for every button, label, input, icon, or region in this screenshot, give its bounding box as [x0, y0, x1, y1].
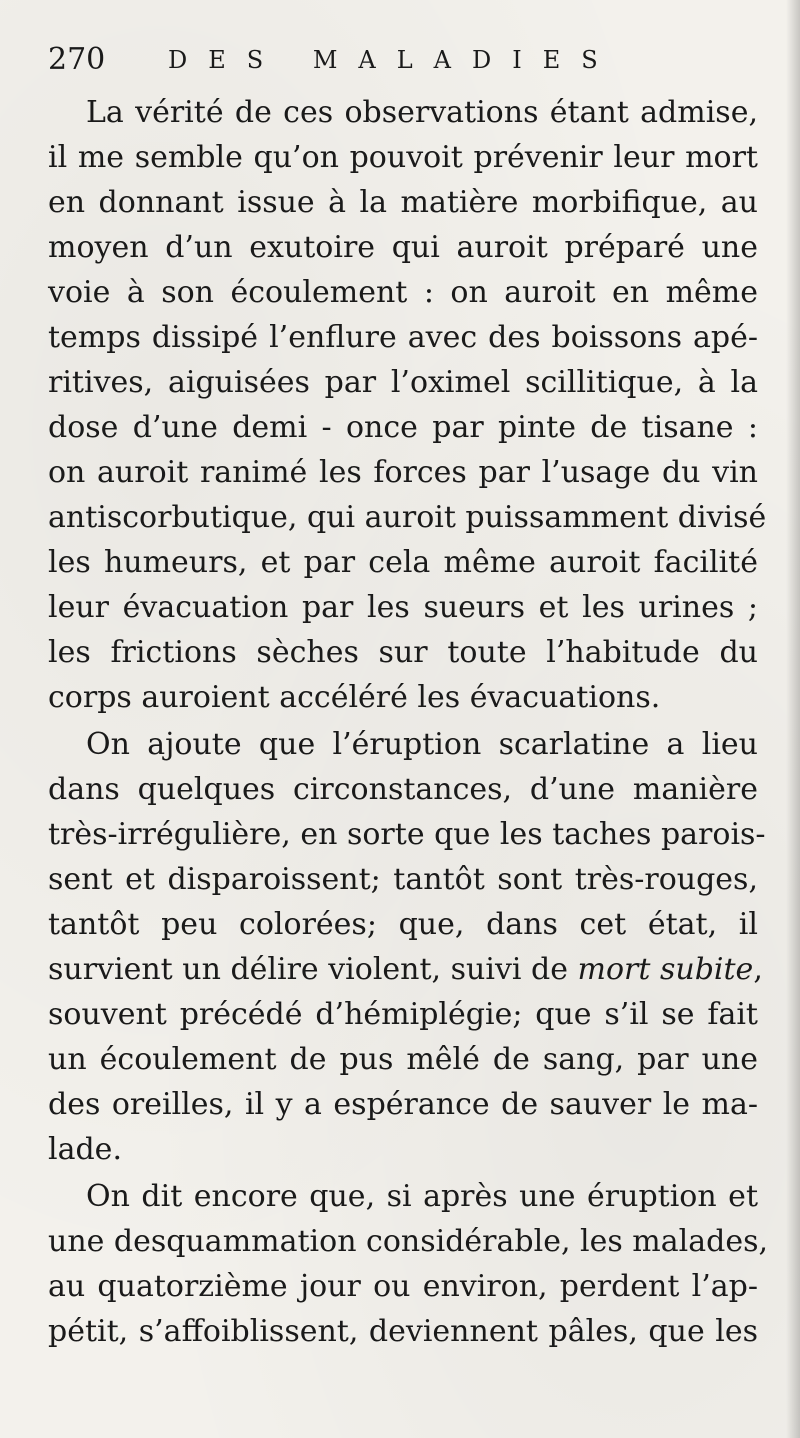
text-line-with-italic	[48, 947, 763, 992]
text-line: un écoulement de pus mêlé de sang, par une	[48, 1042, 758, 1077]
text-line: dose d’une demi - once par pinte de tisane :	[48, 410, 758, 445]
text-line: en donnant issue à la matière morbifique, au	[48, 185, 758, 220]
text-line: leur évacuation par les sueurs et les urines ;	[48, 590, 758, 625]
text-line: les humeurs, et par cela même auroit facilité	[48, 545, 758, 580]
text-line: au quatorzième jour ou environ, perdent l’ap-	[48, 1269, 758, 1304]
running-header	[48, 40, 758, 80]
text-line: temps dissipé l’enflure avec des boissons apé-	[48, 320, 758, 355]
text-line: sent et disparoissent; tantôt sont très-rouges,	[48, 862, 758, 897]
text-line: on auroit ranimé les forces par l’usage du vin	[48, 455, 758, 490]
running-title: DES MALADIES	[168, 46, 619, 74]
text-line: antiscorbutique, qui auroit puissamment divisé	[48, 500, 767, 535]
text-line: dans quelques circonstances, d’une manière	[48, 772, 758, 807]
page-edge-shadow	[786, 0, 800, 1438]
text-line: tantôt peu colorées; que, dans cet état, il	[48, 907, 758, 942]
text-line: corps auroient accéléré les évacuations.	[48, 680, 661, 715]
text-line: On ajoute que l’éruption scarlatine a lieu	[86, 727, 758, 762]
text-line: lade.	[48, 1132, 122, 1167]
text-line: voie à son écoulement : on auroit en même	[48, 275, 758, 310]
text-line: des oreilles, il y a espérance de sauver le ma-	[48, 1087, 758, 1122]
text-line: une desquammation considérable, les malades,	[48, 1224, 769, 1259]
text-line: On dit encore que, si après une éruption et	[86, 1179, 758, 1214]
text-line: moyen d’un exutoire qui auroit préparé une	[48, 230, 758, 265]
text-line: La vérité de ces observations étant admise,	[86, 95, 758, 130]
text-segment: survient un délire violent, suivi de	[48, 952, 568, 987]
italic-phrase: mort subite	[577, 952, 754, 987]
text-line: il me semble qu’on pouvoit prévenir leur mort	[48, 140, 758, 175]
text-line: pétit, s’affoiblissent, deviennent pâles, que les	[48, 1314, 758, 1349]
page-number: 270	[48, 42, 106, 77]
text-line: les frictions sèches sur toute l’habitude du	[48, 635, 758, 670]
text-line: très-irrégulière, en sorte que les taches parois-	[48, 817, 766, 852]
text-segment: ,	[753, 952, 763, 987]
body-text	[48, 90, 769, 1354]
text-line: ritives, aiguisées par l’oximel scillitique, à la	[48, 365, 758, 400]
text-line: souvent précédé d’hémiplégie; que s’il se fait	[48, 997, 758, 1032]
